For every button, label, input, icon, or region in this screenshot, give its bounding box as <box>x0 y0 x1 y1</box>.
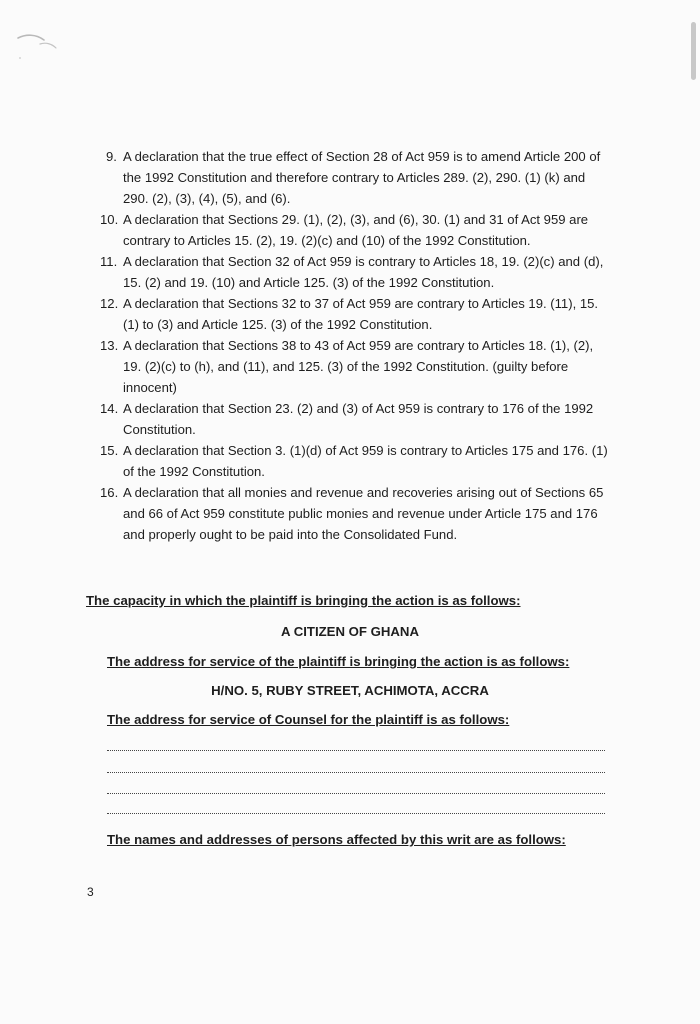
declaration-number: 15. <box>100 443 119 458</box>
declaration-number: 12. <box>100 296 119 311</box>
plaintiff-address-value: H/NO. 5, RUBY STREET, ACHIMOTA, ACCRA <box>211 683 489 698</box>
declaration-text: A declaration that all monies and revenue and recoveries arising out of Sections 65 and 66 of Act 959 constitute public monies and revenue under Article 175 and 176 and properly ought to be paid into the Consolidated Fund. <box>123 485 604 542</box>
capacity-value: A CITIZEN OF GHANA <box>281 624 419 639</box>
declaration-item <box>100 398 610 440</box>
plaintiff-address-heading: The address for service of the plaintiff is bringing the action is as follows: <box>107 654 570 669</box>
persons-affected-heading: The names and addresses of persons affected by this writ are as follows: <box>107 832 566 847</box>
declaration-text: A declaration that Sections 32 to 37 of Act 959 are contrary to Articles 19. (11), 15. (1) to (3) and Article 125. (3) of the 1992 Constitution. <box>123 296 599 332</box>
declaration-number: 11. <box>100 254 118 269</box>
declaration-number: 9. <box>106 149 117 164</box>
scrollbar-thumb[interactable] <box>691 22 696 80</box>
declaration-text: A declaration that Section 3. (1)(d) of Act 959 is contrary to Articles 175 and 176. (1) of the 1992 Constitution. <box>123 443 608 479</box>
ink-smudge-mark <box>10 24 60 64</box>
declaration-item <box>100 482 610 545</box>
declaration-text: A declaration that Sections 29. (1), (2), (3), and (6), 30. (1) and 31 of Act 959 are contrary to Articles 15. (2), 19. (2)(c) and (10) of the 1992 Constitution. <box>123 212 589 248</box>
declaration-number: 14. <box>100 401 119 416</box>
page-number: 3 <box>87 885 94 899</box>
counsel-address-heading: The address for service of Counsel for the plaintiff is as follows: <box>107 712 510 727</box>
declaration-text: A declaration that Section 23. (2) and (3) of Act 959 is contrary to 176 of the 1992 Constitution. <box>123 401 594 437</box>
declaration-text: A declaration that Sections 38 to 43 of Act 959 are contrary to Articles 18. (1), (2), 19. (2)(c) to (h), and (11), and 125. (3) of the 1992 Constitution. (guilty before innocent) <box>123 338 594 395</box>
declaration-item <box>100 335 610 398</box>
declaration-text: A declaration that the true effect of Section 28 of Act 959 is to amend Article 200 of the 1992 Constitution and therefore contrary to Articles 289. (2), 290. (1) (k) and 290. (2), (3), (4), (5), and (6). <box>123 149 601 206</box>
declaration-item <box>100 146 610 209</box>
declaration-text: A declaration that Section 32 of Act 959 is contrary to Articles 18, 19. (2)(c) and (d), 15. (2) and 19. (10) and Article 125. (3) of the 1992 Constitution. <box>123 254 604 290</box>
counsel-address-blank-line <box>107 750 605 751</box>
counsel-address-blank-line <box>107 813 605 814</box>
capacity-heading: The capacity in which the plaintiff is bringing the action is as follows: <box>86 593 521 608</box>
declaration-item <box>100 251 610 293</box>
declaration-number: 13. <box>100 338 119 353</box>
declaration-number: 16. <box>100 485 119 500</box>
declaration-number: 10. <box>100 212 119 227</box>
declaration-item <box>100 293 610 335</box>
declaration-item <box>100 209 610 251</box>
declarations-list <box>100 146 610 545</box>
declaration-item <box>100 440 610 482</box>
counsel-address-blank-line <box>107 793 605 794</box>
counsel-address-blank-line <box>107 772 605 773</box>
